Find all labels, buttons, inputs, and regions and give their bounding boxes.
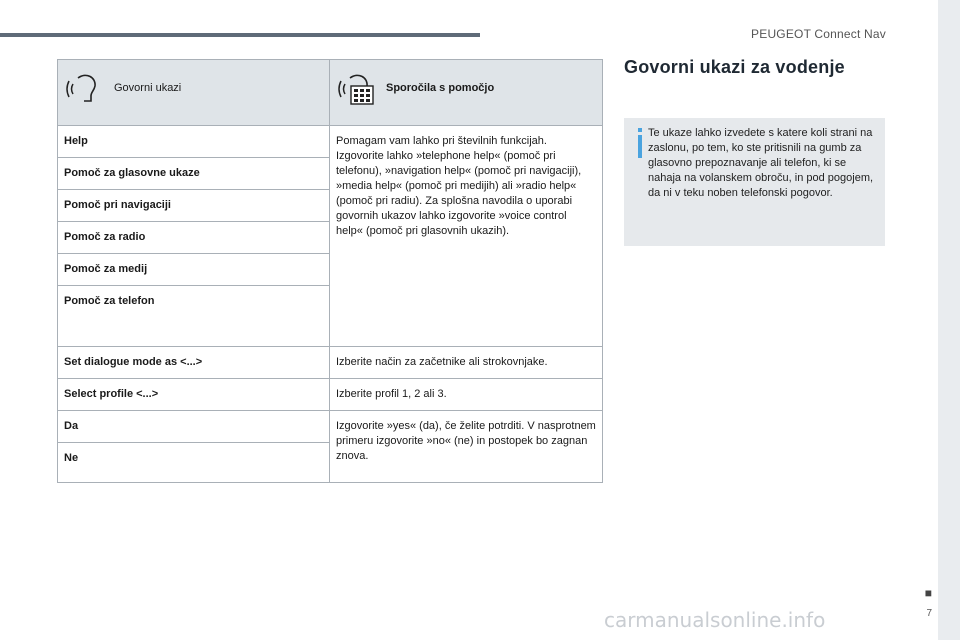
command-help: Help [58,126,330,158]
command-select-profile: Select profile <...> [58,379,330,411]
yes-no-description: Izgovorite »yes« (da), če želite potrditi. V nasprotnem primeru izgovorite »no« (ne) in postopek bo zagnan znova. [330,411,603,483]
section-title: Govorni ukazi za vodenje [624,57,845,77]
table-row [58,411,603,443]
command-dialogue-mode: Set dialogue mode as <...> [58,347,330,379]
section-column [624,57,886,78]
header-label-messages: Sporočila s pomočjo [386,81,495,94]
voice-keypad-icon [336,68,376,108]
header-label-commands: Govorni ukazi [114,81,182,94]
command-help-media: Pomoč za medij [58,254,330,286]
info-box [624,118,885,246]
header-cell-messages [330,60,603,126]
brand-header: PEUGEOT Connect Nav [751,27,886,41]
help-description: Pomagam vam lahko pri številnih funkcijah. Izgovorite lahko »telephone help« (pomoč pri telefonu), »navigation help« (pomoč pri navigaciji), »media help« (pomoč pri medijih) ali »radio help« (pomoč pri radiu). Za splošna navodila o uporabi govornih ukazov lahko izgovorite »voice control help« (pomoč pri glasovnih ukazih). [330,126,603,347]
dialogue-description: Izberite način za začetnike ali strokovnjake. [330,347,603,379]
info-icon [634,128,646,158]
table-row [58,379,603,411]
table-row [58,347,603,379]
command-help-radio: Pomoč za radio [58,222,330,254]
page-number: 7 [926,608,932,619]
command-help-navigation: Pomoč pri navigaciji [58,190,330,222]
command-no: Ne [58,443,330,483]
info-text: Te ukaze lahko izvedete s katere koli strani na zaslonu, po tem, ko ste pritisnili na gumb za glasovno prepoznavanje ali telefon, ki se nahaja na volanskem obroču, in pod pogojem, da ni v teku noben telefonski pogovor. [648,127,874,199]
table-row [58,126,603,158]
voice-speaking-icon [64,68,104,108]
profile-description: Izberite profil 1, 2 ali 3. [330,379,603,411]
table-header-row [58,60,603,126]
top-rule [0,33,480,37]
side-strip [938,0,960,640]
voice-command-table [57,59,603,483]
continuation-marker: ■ [924,586,932,600]
header-cell-commands [58,60,330,126]
watermark: carmanualsonline.info [604,608,826,632]
command-yes: Da [58,411,330,443]
command-help-voice: Pomoč za glasovne ukaze [58,158,330,190]
command-help-phone: Pomoč za telefon [58,286,330,347]
